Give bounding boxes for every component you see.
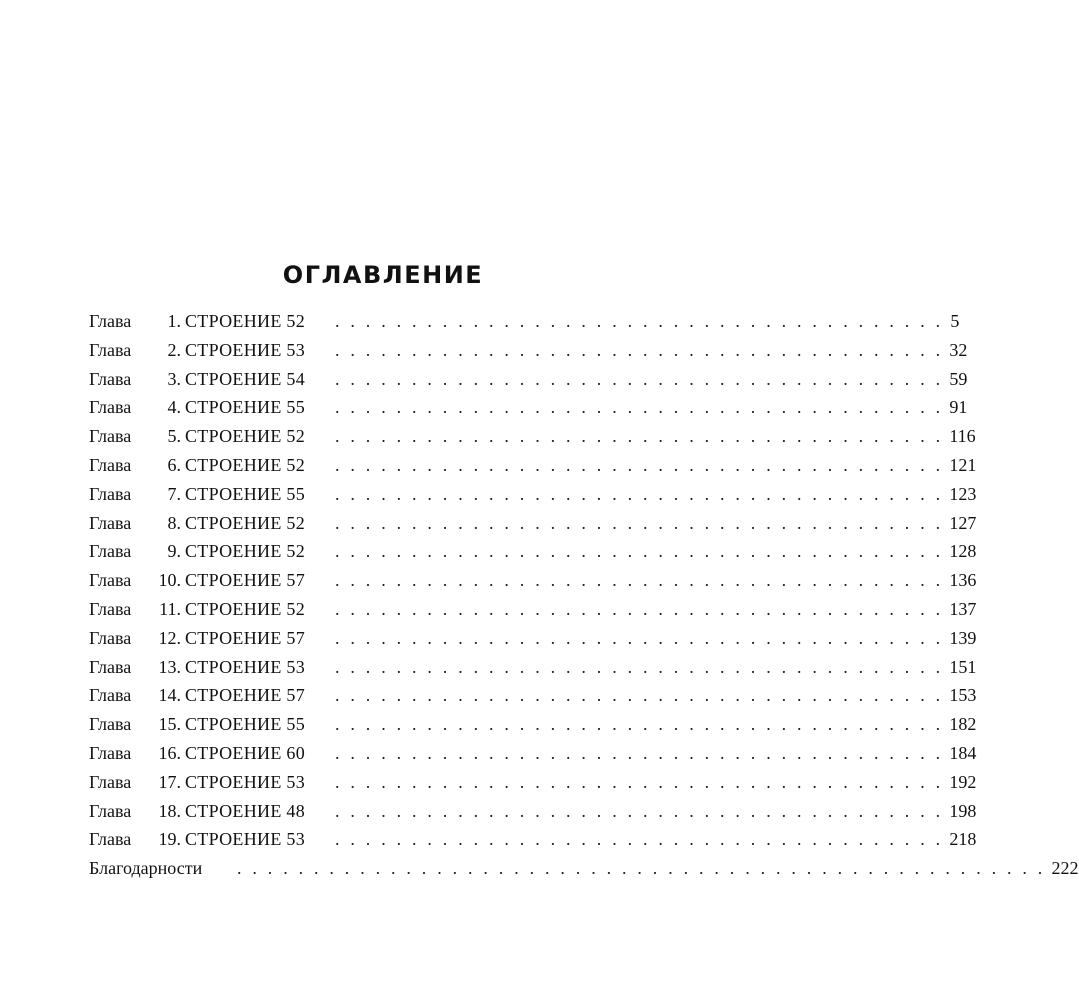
chapter-word: Глава [89,311,132,331]
chapter-number: 4. [167,397,181,418]
toc-entry [89,336,968,365]
entry-label [89,825,333,854]
chapter-name: СТРОЕНИЕ 53 [185,339,306,360]
page-number: 192 [949,771,977,792]
dot-leader: . . . . . . . . . . . . . . . . . . . . . . . . . . . . . . . . . . . . . . . . [335,512,944,533]
chapter-name: СТРОЕНИЕ 53 [185,771,306,792]
chapter-word: Глава [89,339,132,360]
toc-entry [89,307,960,336]
chapter-word: Глава [89,598,132,619]
chapter-number: 14. [158,685,181,706]
chapter-name: СТРОЕНИЕ 52 [185,454,306,475]
toc-list [89,307,1079,883]
page-number: 5 [950,311,960,331]
chapter-number: 8. [167,512,181,533]
chapter-word: Глава [89,483,132,504]
dot-leader: . . . . . . . . . . . . . . . . . . . . . . . . . . . . . . . . . . . . . . . . [335,570,944,591]
chapter-name: СТРОЕНИЕ 53 [185,829,306,850]
chapter-word: Глава [89,368,132,389]
entry-label [89,595,333,624]
chapter-name: СТРОЕНИЕ 57 [185,627,306,648]
dot-leader: . . . . . . . . . . . . . . . . . . . . . . . . . . . . . . . . . . . . . . . . [335,339,944,360]
page-number: 222 [1051,858,1079,879]
toc-entry [89,509,977,538]
page-number: 136 [949,570,977,591]
chapter-word: Глава [89,426,132,447]
toc-entry [89,365,968,394]
dot-leader: . . . . . . . . . . . . . . . . . . . . . . . . . . . . . . . . . . . . . . . . [335,368,944,389]
page-number: 59 [949,368,968,389]
toc-entry-acknowledgments [89,854,1079,883]
dot-leader: . . . . . . . . . . . . . . . . . . . . . . . . . . . . . . . . . . . . . . . . [335,656,944,677]
dot-leader: . . . . . . . . . . . . . . . . . . . . . . . . . . . . . . . . . . . . . . . . [335,541,944,562]
entry-label [89,566,333,595]
toc-entry [89,422,976,451]
chapter-number: 16. [158,742,181,763]
entry-label [89,365,333,394]
page-number: 32 [949,339,968,360]
chapter-word: Глава [89,714,132,735]
toc-entry [89,797,977,826]
dot-leader: . . . . . . . . . . . . . . . . . . . . . . . . . . . . . . . . . . . . . . . . [335,426,944,447]
chapter-name: СТРОЕНИЕ 60 [185,742,306,763]
dot-leader: . . . . . . . . . . . . . . . . . . . . . . . . . . . . . . . . . . . . . . . . [335,397,944,418]
page-number: 128 [949,541,977,562]
entry-label [89,768,333,797]
page-number: 182 [949,714,977,735]
entry-label [89,797,333,826]
toc-title: ОГЛАВЛЕНИЕ [282,261,484,289]
dot-leader: . . . . . . . . . . . . . . . . . . . . . . . . . . . . . . . . . . . . . . . . [335,627,944,648]
chapter-number: 9. [167,541,181,562]
chapter-number: 12. [158,627,181,648]
chapter-name: СТРОЕНИЕ 54 [185,368,306,389]
page-number: 121 [949,454,977,475]
chapter-number: 17. [158,771,181,792]
entry-label [89,422,333,451]
page-number: 116 [949,426,976,447]
chapter-name: СТРОЕНИЕ 52 [185,311,306,331]
toc-entry [89,537,977,566]
chapter-number: 13. [158,656,181,677]
toc-entry [89,624,977,653]
chapter-number: 18. [158,800,181,821]
chapter-word: Глава [89,742,132,763]
page-number: 139 [949,627,977,648]
chapter-word: Глава [89,512,132,533]
toc-entry [89,681,977,710]
acknowledgments-label: Благодарности [89,858,203,879]
chapter-number: 10. [158,570,181,591]
chapter-name: СТРОЕНИЕ 57 [185,685,306,706]
chapter-word: Глава [89,800,132,821]
chapter-number: 19. [158,829,181,850]
chapter-number: 11. [159,598,181,619]
chapter-word: Глава [89,656,132,677]
dot-leader: . . . . . . . . . . . . . . . . . . . . . . . . . . . . . . . . . . . . . . . . [335,742,944,763]
toc-entry [89,825,977,854]
chapter-number: 1. [167,311,181,331]
toc-entry [89,595,977,624]
entry-label [89,393,333,422]
chapter-name: СТРОЕНИЕ 52 [185,598,306,619]
toc-entry [89,566,977,595]
chapter-name: СТРОЕНИЕ 52 [185,426,306,447]
dot-leader: . . . . . . . . . . . . . . . . . . . . . . . . . . . . . . . . . . . . . . . . [335,483,944,504]
entry-label [89,681,333,710]
chapter-name: СТРОЕНИЕ 48 [185,800,306,821]
chapter-number: 7. [167,483,181,504]
page-number: 123 [949,483,977,504]
chapter-number: 5. [167,426,181,447]
dot-leader: . . . . . . . . . . . . . . . . . . . . . . . . . . . . . . . . . . . . . . . . [335,771,944,792]
toc-entry [89,768,977,797]
chapter-word: Глава [89,541,132,562]
chapter-number: 6. [167,454,181,475]
chapter-number: 15. [158,714,181,735]
dot-leader: . . . . . . . . . . . . . . . . . . . . . . . . . . . . . . . . . . . . . . . . [335,800,944,821]
entry-label [89,509,333,538]
chapter-number: 2. [167,339,181,360]
chapter-name: СТРОЕНИЕ 52 [185,541,306,562]
entry-label [89,710,333,739]
entry-label [89,739,333,768]
toc-entry [89,710,977,739]
dot-leader: . . . . . . . . . . . . . . . . . . . . . . . . . . . . . . . . . . . . . . . . . . . . . . . . . . . . . [237,858,1046,879]
chapter-word: Глава [89,397,132,418]
chapter-number: 3. [167,368,181,389]
dot-leader: . . . . . . . . . . . . . . . . . . . . . . . . . . . . . . . . . . . . . . . . [335,685,944,706]
page-number: 137 [949,598,977,619]
page-number: 151 [949,656,977,677]
chapter-word: Глава [89,685,132,706]
dot-leader: . . . . . . . . . . . . . . . . . . . . . . . . . . . . . . . . . . . . . . . . [335,598,944,619]
entry-label [89,336,333,365]
page-number: 218 [949,829,977,850]
chapter-name: СТРОЕНИЕ 53 [185,656,306,677]
chapter-name: СТРОЕНИЕ 55 [185,483,306,504]
toc-entry [89,739,977,768]
chapter-name: СТРОЕНИЕ 57 [185,570,306,591]
toc-entry [89,653,977,682]
chapter-word: Глава [89,829,132,850]
dot-leader: . . . . . . . . . . . . . . . . . . . . . . . . . . . . . . . . . . . . . . . . [335,829,944,850]
page-number: 184 [949,742,977,763]
chapter-name: СТРОЕНИЕ 55 [185,714,306,735]
chapter-word: Глава [89,454,132,475]
chapter-word: Глава [89,570,132,591]
entry-label [89,480,333,509]
dot-leader: . . . . . . . . . . . . . . . . . . . . . . . . . . . . . . . . . . . . . . . . [335,311,944,331]
page-number: 153 [949,685,977,706]
page-number: 127 [949,512,977,533]
page-number: 198 [949,800,977,821]
entry-label [89,537,333,566]
dot-leader: . . . . . . . . . . . . . . . . . . . . . . . . . . . . . . . . . . . . . . . . [335,454,944,475]
entry-label [89,624,333,653]
toc-entry [89,451,977,480]
entry-label [89,653,333,682]
toc-entry [89,480,977,509]
chapter-name: СТРОЕНИЕ 55 [185,397,306,418]
entry-label [89,451,333,480]
page-number: 91 [949,397,968,418]
chapter-name: СТРОЕНИЕ 52 [185,512,306,533]
dot-leader: . . . . . . . . . . . . . . . . . . . . . . . . . . . . . . . . . . . . . . . . [335,714,944,735]
toc-entry [89,393,968,422]
chapter-word: Глава [89,771,132,792]
entry-label [89,307,333,336]
chapter-word: Глава [89,627,132,648]
